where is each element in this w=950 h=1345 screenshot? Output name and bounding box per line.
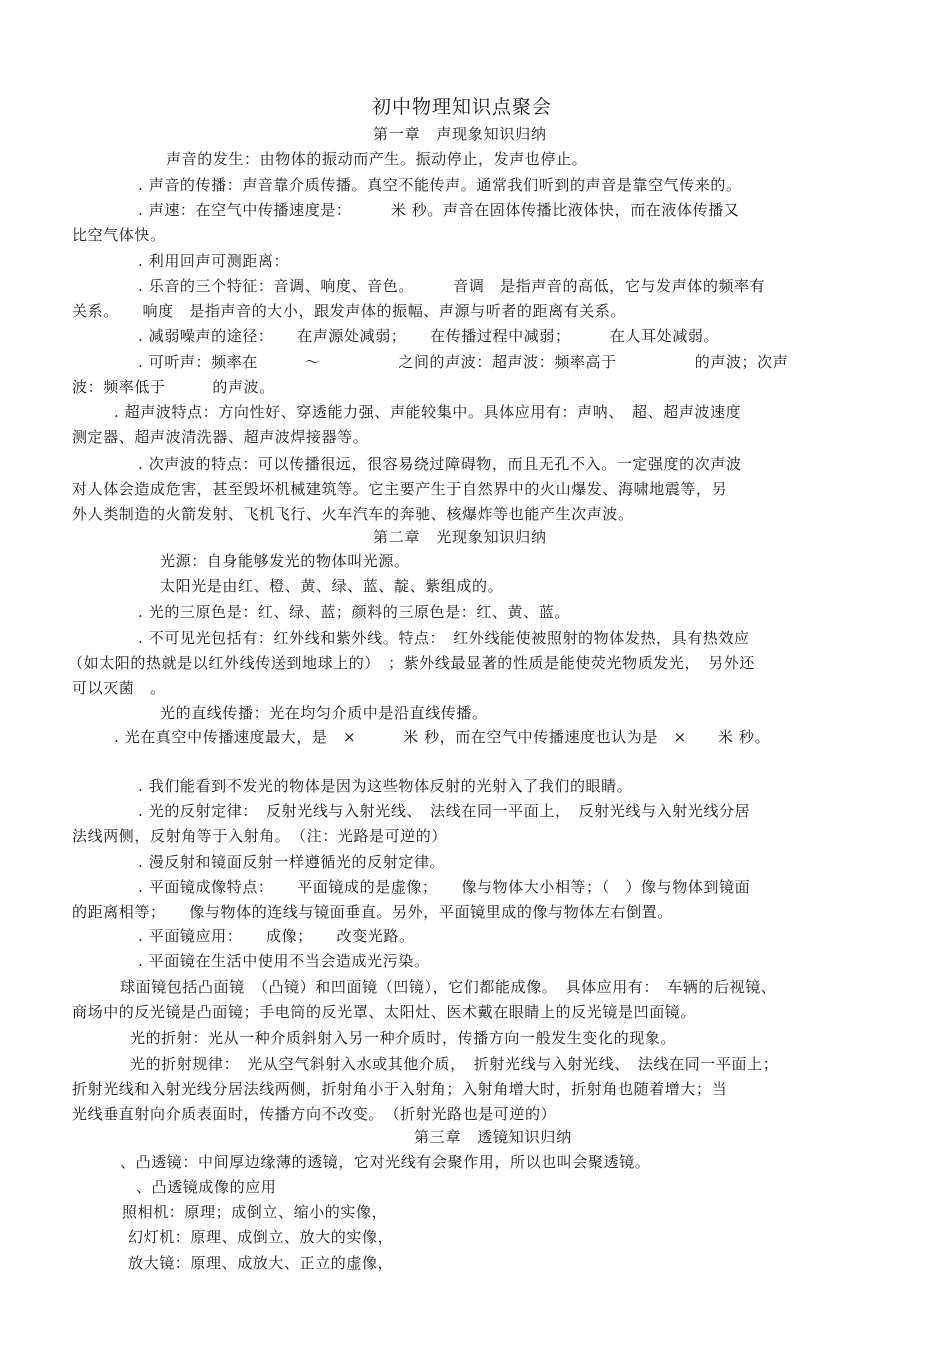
text-line: . 次声波的特点：可以传播很远，很容易绕过障碍物，而且无孔不入。一定强度的次声波	[138, 455, 742, 473]
text-line: 声音的发生：由物体的振动而产生。振动停止，发声也停止。	[166, 150, 588, 168]
chapter-2-heading: 第二章 光现象知识归纳	[373, 528, 547, 546]
text-line: 外人类制造的火箭发射、飞机飞行、火车汽车的奔驰、核爆炸等也能产生次声波。	[72, 505, 634, 523]
text-line: . 利用回声可测距离：	[138, 252, 290, 270]
text-line: 照相机：原理；成倒立、缩小的实像，	[122, 1203, 388, 1221]
text-line: 幻灯机：原理、成倒立、放大的实像，	[128, 1228, 394, 1246]
text-line: . 我们能看到不发光的物体是因为这些物体反射的光射入了我们的眼睛。	[138, 777, 633, 795]
text-line: . 可听声：频率在 ～ 之间的声波：超声波：频率高于 的声波；次声	[138, 353, 789, 371]
text-line: . 乐音的三个特征：音调、响度、音色。 音调 是指声音的高低，它与发声体的频率有	[138, 277, 766, 295]
text-line: 可以灭菌 。	[72, 679, 166, 697]
text-line: . 平面镜成像特点： 平面镜成的是虚像； 像与物体大小相等；（ ）像与物体到镜面	[138, 878, 751, 896]
text-line: 光的折射规律： 光从空气斜射入水或其他介质， 折射光线与入射光线、 法线在同一平面上；	[130, 1055, 779, 1073]
text-line: . 超声波特点：方向性好、穿透能力强、声能较集中。具体应用有：声呐、 超、超声波速度	[114, 403, 742, 421]
text-line: . 声速：在空气中传播速度是： 米 秒。声音在固体传播比液体快，而在液体传播又	[138, 201, 740, 219]
text-line: . 平面镜应用： 成像； 改变光路。	[138, 927, 415, 945]
text-line: 放大镜：原理、成放大、正立的虚像，	[128, 1254, 394, 1272]
text-line: . 不可见光包括有：红外线和紫外线。特点： 红外线能使被照射的物体发热，具有热效应	[138, 629, 750, 647]
text-line: . 减弱噪声的途径： 在声源处减弱； 在传播过程中减弱； 在人耳处减弱。	[138, 327, 720, 345]
text-line: 、凸透镜成像的应用	[136, 1178, 277, 1196]
document-title: 初中物理知识点聚会	[372, 96, 553, 118]
text-line: 折射光线和入射光线分居法线两侧，折射角小于入射角；入射角增大时，折射角也随着增大；当	[72, 1080, 728, 1098]
text-line: . 光的反射定律： 反射光线与入射光线、 法线在同一平面上， 反射光线与入射光线分居	[138, 802, 751, 820]
text-line: 波：频率低于 的声波。	[72, 378, 275, 396]
text-line: . 声音的传播：声音靠介质传播。真空不能传声。通常我们听到的声音是靠空气传来的。	[138, 176, 742, 194]
text-line: 光的折射：光从一种介质斜射入另一种介质时，传播方向一般发生变化的现象。	[130, 1029, 677, 1047]
text-line: . 光在真空中传播速度最大，是 × 米 秒，而在空气中传播速度也认为是 × 米 秒。	[114, 728, 771, 746]
text-line: . 平面镜在生活中使用不当会造成光污染。	[138, 952, 430, 970]
text-line: 法线两侧，反射角等于入射角。 （注：光路是可逆的）	[72, 827, 448, 845]
chapter-3-heading: 第三章 透镜知识归纳	[414, 1128, 573, 1146]
text-line: 关系。 响度 是指声音的大小，跟发声体的振幅、声源与听者的距离有关系。	[72, 302, 627, 320]
text-line: 对人体会造成危害，甚至毁坏机械建筑等。它主要产生于自然界中的火山爆发、海啸地震等，另	[72, 480, 728, 498]
text-line: 、凸透镜：中间厚边缘薄的透镜，它对光线有会聚作用，所以也叫会聚透镜。	[120, 1153, 651, 1171]
text-line: 测定器、超声波清洗器、超声波焊接器等。	[72, 428, 369, 446]
text-line: 商场中的反光镜是凸面镜；手电筒的反光罩、太阳灶、医术戴在眼睛上的反光镜是凹面镜。	[72, 1003, 697, 1021]
text-line: . 漫反射和镜面反射一样遵循光的反射定律。	[138, 853, 446, 871]
text-line: 光的直线传播：光在均匀介质中是沿直线传播。	[160, 704, 488, 722]
text-line: 光源：自身能够发光的物体叫光源。	[160, 552, 410, 570]
text-line: （如太阳的热就是以红外线传送到地球上的） ；紫外线最显著的性质是能使荧光物质发光， 另外还	[68, 654, 756, 672]
text-line: 球面镜包括凸面镜 （凸镜）和凹面镜（凹镜），它们都能成像。 具体应用有： 车辆的后视镜、	[120, 978, 777, 996]
text-line: 比空气体快。	[72, 226, 166, 244]
text-line: 的距离相等； 像与物体的连线与镜面垂直。另外，平面镜里成的像与物体左右倒置。	[72, 903, 673, 921]
text-line: 光线垂直射向介质表面时，传播方向不改变。 （折射光路也是可逆的）	[72, 1105, 557, 1123]
chapter-1-heading: 第一章 声现象知识归纳	[373, 125, 547, 143]
text-line: 太阳光是由红、橙、黄、绿、蓝、靛、紫组成的。	[160, 577, 504, 595]
text-line: . 光的三原色是：红、绿、蓝；颜料的三原色是：红、黄、蓝。	[138, 603, 570, 621]
